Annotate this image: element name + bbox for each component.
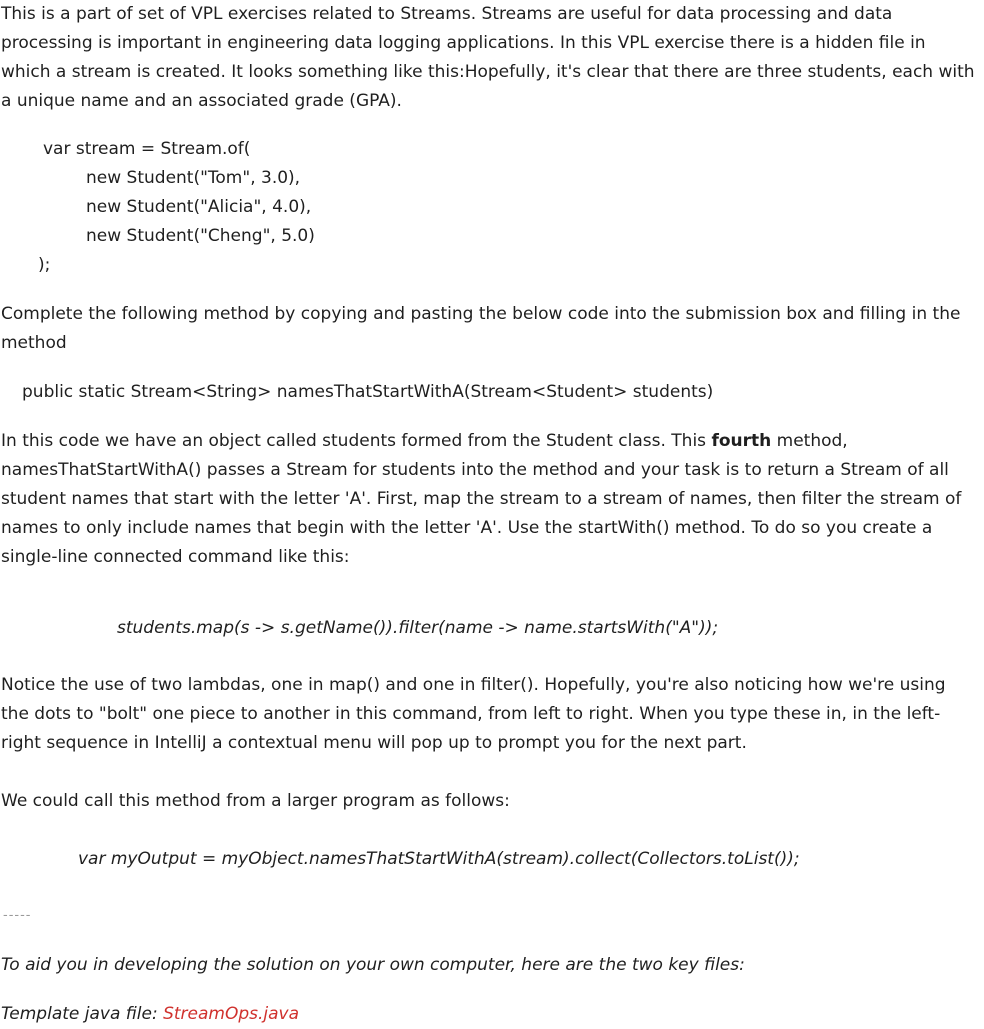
complete-line: method: [1, 333, 67, 353]
intro-line: a unique name and an associated grade (GPA).: [1, 91, 402, 111]
complete-line: Complete the following method by copying and pasting the below code into the submission box and filling in the: [1, 304, 961, 324]
notice-line: Notice the use of two lambdas, one in map() and one in filter(). Hopefully, you're also noticing how we're using: [1, 675, 946, 695]
stream-code-block: [38, 135, 315, 280]
notice-paragraph: [1, 671, 976, 758]
fourth-text: In this code we have an object called students formed from the Student class. This: [1, 431, 712, 451]
fourth-line: single-line connected command like this:: [1, 547, 350, 567]
fourth-bold: fourth: [711, 431, 772, 451]
call-paragraph: [1, 787, 976, 816]
code-example-collect: var myOutput = myObject.namesThatStartWithA(stream).collect(Collectors.toList());: [78, 849, 800, 869]
fourth-line: namesThatStartWithA() passes a Stream for students into the method and your task is to return a Stream of all: [1, 460, 949, 480]
intro-line: processing is important in engineering data logging applications. In this VPL exercise there is a hidden file in: [1, 33, 926, 53]
call-line: We could call this method from a larger program as follows:: [1, 791, 510, 811]
fourth-line: [1, 427, 976, 456]
code-line-open: var stream = Stream.of(: [43, 139, 251, 159]
code-line-student: new Student("Cheng", 5.0): [86, 226, 315, 246]
separator: -----: [3, 908, 32, 923]
code-line-close: );: [38, 255, 51, 275]
intro-line: which a stream is created. It looks something like this:Hopefully, it's clear that there are three students, each with: [1, 62, 975, 82]
aid-paragraph: To aid you in developing the solution on your own computer, here are the two key files:: [1, 955, 745, 975]
intro-paragraph: [1, 0, 976, 116]
fourth-line: names to only include names that begin with the letter 'A'. Use the startWith() method. To do so you create a: [1, 518, 933, 538]
code-line-student: new Student("Tom", 3.0),: [86, 168, 301, 188]
code-line-student: new Student("Alicia", 4.0),: [86, 197, 312, 217]
notice-line: right sequence in IntelliJ a contextual menu will pop up to prompt you for the next part.: [1, 733, 747, 753]
notice-line: the dots to "bolt" one piece to another in this command, from left to right. When you type these in, in the left-: [1, 704, 941, 724]
template-file-line: [1, 1000, 299, 1029]
fourth-method-paragraph: [1, 427, 976, 572]
intro-line: This is a part of set of VPL exercises related to Streams. Streams are useful for data processing and data: [1, 4, 893, 24]
fourth-line: student names that start with the letter 'A'. First, map the stream to a stream of names, then filter the stream of: [1, 489, 962, 509]
method-signature: public static Stream<String> namesThatStartWithA(Stream<Student> students): [22, 382, 714, 402]
fourth-text: method,: [771, 431, 848, 451]
template-file-link[interactable]: StreamOps.java: [163, 1004, 300, 1024]
complete-paragraph: [1, 300, 976, 358]
template-label: Template java file:: [1, 1004, 164, 1024]
code-example-map-filter: students.map(s -> s.getName()).filter(name -> name.startsWith("A"));: [117, 618, 719, 638]
